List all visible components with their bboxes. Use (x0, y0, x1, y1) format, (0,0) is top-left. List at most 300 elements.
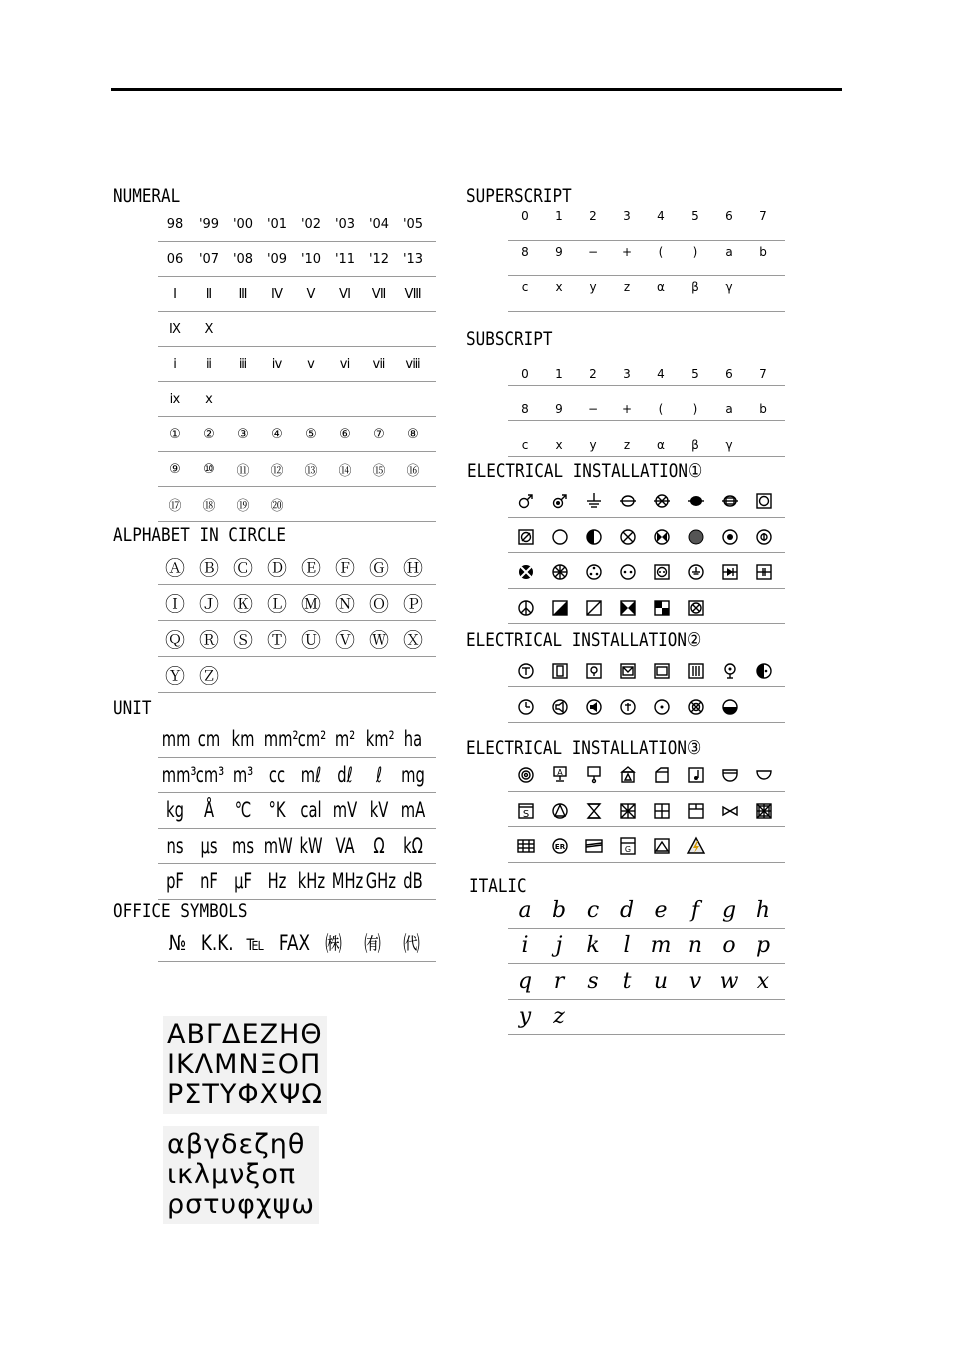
hourglass-icon (576, 799, 610, 818)
office-cell: FAX (278, 931, 311, 955)
numeral-cell: ⑨ (169, 461, 181, 477)
numeral-table (158, 207, 436, 522)
italic-cell: a (518, 897, 532, 923)
numeral-cell: Ⅵ (339, 286, 351, 302)
numeral-cell: ⑳ (270, 498, 284, 514)
circle-t-icon (508, 659, 542, 678)
svg-text:ER: ER (554, 843, 566, 852)
elec3-row (508, 756, 785, 792)
italic-cell: s (587, 968, 599, 994)
numeral-row (158, 242, 436, 277)
numeral-cell: ⅳ (271, 356, 283, 372)
superscript-cell: y (589, 280, 597, 294)
numeral-cell: '09 (266, 251, 288, 267)
alphabet-row (158, 657, 436, 693)
square-diode-icon (712, 561, 746, 580)
subscript-cell: 2 (589, 366, 597, 381)
office-row (158, 925, 436, 962)
triangle-square-icon (644, 835, 678, 854)
italic-cell: z (553, 1004, 565, 1030)
box-pin-icon (576, 764, 610, 783)
office-cell: ㈲ (364, 932, 381, 956)
unit-cell: ms (231, 833, 255, 858)
alphabet-cell: Ⓣ (267, 628, 287, 652)
numeral-cell: Ⅹ (204, 321, 214, 337)
italic-cell: r (553, 968, 565, 994)
alphabet-cell: Ⓐ (165, 556, 185, 580)
superscript-cell: b (759, 244, 767, 259)
numeral-cell: ⅷ (405, 356, 421, 372)
office-cell: ℡ (246, 931, 265, 955)
italic-cell: l (623, 933, 631, 959)
unit-cell: mA (400, 798, 426, 823)
office-table (158, 925, 436, 962)
unit-cell: ha (403, 727, 423, 752)
subscript-cell: x (555, 437, 563, 452)
unit-row (158, 758, 436, 794)
elec1-row (508, 589, 785, 625)
ground-icon (576, 490, 610, 509)
square-diagonal-icon (576, 596, 610, 615)
alphabet-cell: Ⓚ (233, 592, 253, 616)
circle-filled-icon (678, 525, 712, 544)
greek-lowercase: αβγδεζηθ ικλμνξοπ ρστυφχψω (163, 1126, 319, 1224)
numeral-cell: Ⅱ (205, 286, 213, 302)
square-half-triangle-icon (542, 596, 576, 615)
superscript-cell: 0 (521, 209, 529, 223)
alphabet-cell: Ⓟ (403, 592, 423, 616)
subscript-cell: 8 (521, 402, 529, 416)
unit-cell: kW (299, 833, 323, 858)
circle-half-dot-icon (746, 659, 780, 678)
numeral-cell: '12 (368, 251, 390, 267)
box-x-grid-icon (746, 799, 780, 818)
elec1-row (508, 518, 785, 554)
subscript-cell: 6 (725, 366, 733, 381)
unit-cell: μF (234, 869, 252, 894)
unit-cell: ℓ (375, 762, 383, 787)
unit-cell: ns (166, 833, 184, 858)
subscript-cell: c (521, 437, 529, 452)
elec1-row (508, 482, 785, 518)
male-filled-symbol-icon (542, 490, 576, 509)
numeral-cell: ⑮ (372, 463, 386, 479)
numeral-cell: ⑧ (407, 426, 419, 442)
numeral-cell: '07 (198, 251, 220, 267)
superscript-cell: ) (692, 244, 698, 259)
unit-cell: m² (334, 727, 356, 752)
elec3-table (508, 756, 785, 863)
unit-cell: cm² (297, 727, 327, 752)
subscript-cell: z (623, 437, 631, 452)
superscript-cell: 5 (691, 209, 699, 223)
superscript-cell: − (587, 244, 599, 259)
italic-cell: g (721, 897, 737, 923)
subscript-cell: 7 (759, 366, 767, 381)
italic-cell: x (756, 968, 770, 994)
italic-cell: p (755, 933, 771, 959)
circle-three-dots-icon (576, 561, 610, 580)
elec2-row (508, 687, 785, 723)
italic-table (508, 893, 785, 1035)
italic-cell: w (719, 968, 739, 994)
alphabet-row (158, 549, 436, 585)
square-circle-icon (746, 490, 780, 509)
bowl-icon (746, 764, 780, 783)
s-box-icon (508, 799, 542, 818)
numeral-cell: ⑦ (373, 426, 385, 442)
numeral-cell: ⑫ (270, 463, 284, 479)
numeral-cell: Ⅴ (306, 286, 316, 302)
subscript-cell: 9 (555, 402, 563, 416)
superscript-table (508, 205, 785, 312)
numeral-cell: ⑲ (236, 498, 250, 514)
subscript-cell: 4 (657, 366, 665, 381)
clock-icon (508, 695, 542, 714)
italic-row (508, 929, 785, 965)
superscript-cell: x (555, 280, 563, 294)
numeral-cell: '04 (368, 216, 390, 232)
office-cell: № (168, 931, 187, 955)
numeral-cell: ⑱ (202, 498, 216, 514)
unit-cell: Ω (373, 833, 385, 858)
subscript-row (508, 421, 785, 457)
note-box-icon (678, 764, 712, 783)
numeral-cell: ② (203, 426, 215, 442)
alphabet-cell: Ⓤ (301, 628, 321, 652)
unit-row (158, 793, 436, 829)
subscript-title: SUBSCRIPT (466, 328, 553, 350)
triangle-box-icon (610, 764, 644, 783)
numeral-cell: ⑬ (304, 463, 318, 479)
numeral-cell: '03 (334, 216, 356, 232)
unit-cell: mg (401, 762, 425, 787)
numeral-cell: ⅸ (169, 391, 181, 407)
italic-cell: i (521, 933, 529, 959)
male-symbol-icon (508, 490, 542, 509)
unit-cell: cm³ (195, 762, 225, 787)
box-stripe-icon (576, 835, 610, 854)
alphabet-cell: Ⓨ (165, 664, 185, 688)
numeral-cell: ⅹ (205, 391, 213, 407)
circle-x-bold-icon (508, 561, 542, 580)
subscript-row (508, 386, 785, 422)
unit-cell: Hz (267, 869, 287, 894)
square-grid-icon (678, 659, 712, 678)
subscript-cell (746, 452, 780, 456)
high-voltage-icon (678, 835, 712, 854)
numeral-row (158, 312, 436, 347)
italic-cell: j (555, 933, 563, 959)
unit-cell: MHz (331, 869, 364, 894)
superscript-cell: ( (658, 244, 664, 259)
unit-cell: Å (203, 798, 215, 823)
svg-text:A: A (557, 768, 563, 778)
numeral-cell: ⑰ (168, 498, 182, 514)
elec1-table (508, 482, 785, 624)
subscript-row (508, 350, 785, 386)
half-circle-icon (576, 525, 610, 544)
elec1-row (508, 553, 785, 589)
subscript-cell: − (587, 402, 599, 416)
superscript-cell: + (621, 244, 633, 259)
italic-row (508, 893, 785, 929)
greek-uppercase: ΑΒΓΔΕΖΗΘ ΙΚΛΜΝΞΟΠ ΡΣΤΥΦΧΨΩ (163, 1016, 327, 1114)
subscript-cell: + (621, 402, 633, 416)
italic-title: ITALIC (469, 875, 527, 897)
box-star-icon (610, 799, 644, 818)
numeral-cell: ⅰ (173, 356, 177, 372)
numeral-cell: ⑭ (338, 463, 352, 479)
square-capacitor-icon (746, 561, 780, 580)
double-circle-icon (508, 764, 542, 783)
table-icon (508, 835, 542, 854)
unit-cell: °K (268, 798, 286, 823)
circle-icon (542, 525, 576, 544)
header-rule (111, 88, 842, 91)
unit-row (158, 722, 436, 758)
numeral-cell: Ⅲ (238, 286, 248, 302)
office-cell: ㈱ (325, 932, 342, 956)
superscript-cell: a (725, 244, 733, 259)
numeral-cell: 06 (166, 251, 184, 267)
circle-t-small-icon (610, 695, 644, 714)
lamp-cross-icon (644, 490, 678, 509)
cup-icon (712, 764, 746, 783)
circle-cross-ring-icon (678, 695, 712, 714)
numeral-cell: Ⅷ (404, 286, 422, 302)
unit-cell: kV (369, 798, 389, 823)
numeral-cell: ⑯ (406, 463, 420, 479)
subscript-cell: β (691, 437, 699, 452)
numeral-cell: '10 (300, 251, 322, 267)
numeral-row (158, 277, 436, 312)
speaker-filled-icon (576, 695, 610, 714)
unit-cell: VA (335, 833, 355, 858)
unit-cell: nF (200, 869, 218, 894)
circle-dot-icon (712, 525, 746, 544)
unit-cell: mm (161, 727, 191, 752)
alphabet-cell: Ⓢ (233, 628, 253, 652)
superscript-cell: 9 (555, 244, 563, 259)
unit-cell: kg (166, 798, 184, 823)
unit-cell: mV (332, 798, 358, 823)
subscript-cell: ) (692, 402, 698, 416)
numeral-row (158, 417, 436, 452)
superscript-cell (746, 276, 780, 280)
subscript-cell: y (589, 437, 597, 452)
numeral-row (158, 382, 436, 417)
italic-cell: v (688, 968, 702, 994)
elec3-title: ELECTRICAL INSTALLATION③ (466, 737, 702, 759)
numeral-cell: '05 (402, 216, 424, 232)
square-checker-icon (644, 596, 678, 615)
office-title: OFFICE SYMBOLS (113, 900, 248, 922)
subscript-cell: ( (658, 402, 664, 416)
unit-cell: cal (300, 798, 322, 823)
elec2-title: ELECTRICAL INSTALLATION② (466, 629, 702, 651)
unit-cell: kΩ (403, 833, 423, 858)
numeral-cell: ⑩ (203, 461, 215, 477)
superscript-cell: β (691, 280, 699, 294)
superscript-cell: 2 (589, 209, 597, 223)
alphabet-cell: Ⓥ (335, 628, 355, 652)
unit-title: UNIT (113, 697, 152, 719)
alphabet-cell: Ⓘ (165, 592, 185, 616)
numeral-cell: Ⅳ (271, 286, 283, 302)
alphabet-cell: Ⓒ (233, 556, 253, 580)
unit-cell: pF (166, 869, 184, 894)
numeral-cell: '00 (232, 216, 254, 232)
circle-two-dots-icon (610, 561, 644, 580)
alphabet-cell: Ⓔ (301, 556, 321, 580)
alphabet-row (158, 585, 436, 621)
subscript-cell: α (657, 437, 665, 452)
unit-cell: dB (403, 869, 423, 894)
alphabet-cell: Ⓑ (199, 556, 219, 580)
peace-icon (508, 596, 542, 615)
alphabet-cell: Ⓕ (335, 556, 355, 580)
italic-cell: f (690, 897, 700, 923)
unit-cell: mm² (263, 727, 299, 752)
speaker-icon (542, 695, 576, 714)
numeral-cell: ⅲ (238, 356, 248, 372)
alphabet-cell: Ⓠ (165, 628, 185, 652)
unit-cell: GHz (365, 869, 396, 894)
superscript-cell: 8 (521, 244, 529, 259)
italic-cell: d (619, 897, 635, 923)
numeral-cell: ⑥ (339, 426, 351, 442)
circle-ground-icon (678, 561, 712, 580)
italic-cell: c (586, 897, 600, 923)
numeral-row (158, 452, 436, 487)
lamp-filled-icon (678, 490, 712, 509)
alphabet-cell: Ⓗ (403, 556, 423, 580)
alphabet-cell: Ⓜ (301, 592, 321, 616)
unit-cell: km² (365, 727, 395, 752)
numeral-cell: Ⅰ (173, 286, 177, 302)
alphabet-cell: Ⓧ (403, 628, 423, 652)
unit-cell: kHz (297, 869, 326, 894)
superscript-row (508, 276, 785, 312)
superscript-cell: γ (725, 280, 733, 294)
alphabet-cell: Ⓞ (369, 592, 389, 616)
circle-phi-icon (746, 525, 780, 544)
italic-cell: y (518, 1004, 532, 1030)
italic-cell: q (517, 968, 533, 994)
numeral-cell: ⅶ (372, 356, 386, 372)
office-cell: ㈹ (403, 932, 420, 956)
svg-text:S: S (522, 808, 530, 820)
italic-cell: b (551, 897, 567, 923)
a-box-pin-icon (542, 764, 576, 783)
superscript-row (508, 205, 785, 241)
square-two-dots-icon (644, 561, 678, 580)
unit-cell: mm³ (161, 762, 197, 787)
superscript-cell: c (521, 280, 529, 294)
unit-row (158, 829, 436, 865)
svg-text:G: G (624, 845, 632, 855)
bowtie-icon (712, 799, 746, 818)
square-bar-icon (542, 659, 576, 678)
unit-row (158, 864, 436, 900)
subscript-table (508, 350, 785, 457)
numeral-cell: Ⅸ (169, 321, 181, 337)
numeral-cell: ⅴ (307, 356, 315, 372)
superscript-cell: 3 (623, 209, 631, 223)
superscript-row (508, 241, 785, 277)
elec3-row (508, 792, 785, 828)
numeral-cell: Ⅶ (371, 286, 387, 302)
italic-cell: h (755, 897, 771, 923)
numeral-cell: '13 (402, 251, 424, 267)
numeral-row (158, 347, 436, 382)
square-lamp-icon (576, 659, 610, 678)
unit-cell: cc (268, 762, 286, 787)
elec2-table (508, 651, 785, 723)
lamp-horizontal-icon (610, 490, 644, 509)
numeral-cell: '01 (266, 216, 288, 232)
alphabet-row (158, 621, 436, 657)
superscript-cell: 6 (725, 209, 733, 223)
numeral-cell: ① (169, 426, 181, 442)
square-circle-x-icon (678, 596, 712, 615)
superscript-cell: α (657, 280, 665, 294)
alphabet-cell: Ⓛ (267, 592, 287, 616)
italic-row (508, 1000, 785, 1036)
square-bowtie-icon (610, 596, 644, 615)
alphabet-title: ALPHABET IN CIRCLE (113, 524, 286, 546)
circle-x-filled-icon (644, 525, 678, 544)
box-top-icon (678, 799, 712, 818)
italic-cell: o (722, 933, 736, 959)
subscript-cell: γ (725, 437, 733, 452)
circle-asterisk-icon (542, 561, 576, 580)
triangle-circle-icon (542, 799, 576, 818)
unit-cell: mW (263, 833, 293, 858)
numeral-cell: ⑪ (236, 463, 250, 479)
italic-cell: u (653, 968, 669, 994)
unit-cell: km (231, 727, 255, 752)
office-cell: K.K. (200, 931, 234, 955)
numeral-title: NUMERAL (113, 185, 181, 207)
lamp-bracket-icon (712, 490, 746, 509)
alphabet-cell: Ⓩ (199, 664, 219, 688)
elec1-title: ELECTRICAL INSTALLATION① (467, 460, 703, 482)
elec2-row (508, 651, 785, 687)
unit-cell: mℓ (300, 762, 322, 787)
unit-cell: ℃ (234, 798, 252, 823)
g-box-icon (610, 835, 644, 854)
unit-cell: dℓ (337, 762, 353, 787)
alphabet-cell: Ⓦ (369, 628, 389, 652)
alphabet-cell: Ⓡ (199, 628, 219, 652)
numeral-cell: '11 (334, 251, 356, 267)
superscript-title: SUPERSCRIPT (466, 185, 572, 207)
numeral-cell: ⑤ (305, 426, 317, 442)
circle-x-icon (610, 525, 644, 544)
square-slash-circle-icon (508, 525, 542, 544)
bulb-pin-icon (712, 659, 746, 678)
italic-row (508, 964, 785, 1000)
italic-cell: n (687, 933, 703, 959)
alphabet-cell: Ⓓ (267, 556, 287, 580)
folded-box-icon (644, 764, 678, 783)
italic-cell: t (622, 968, 632, 994)
unit-cell: μs (200, 833, 218, 858)
box-grid-icon (644, 799, 678, 818)
numeral-row (158, 207, 436, 242)
